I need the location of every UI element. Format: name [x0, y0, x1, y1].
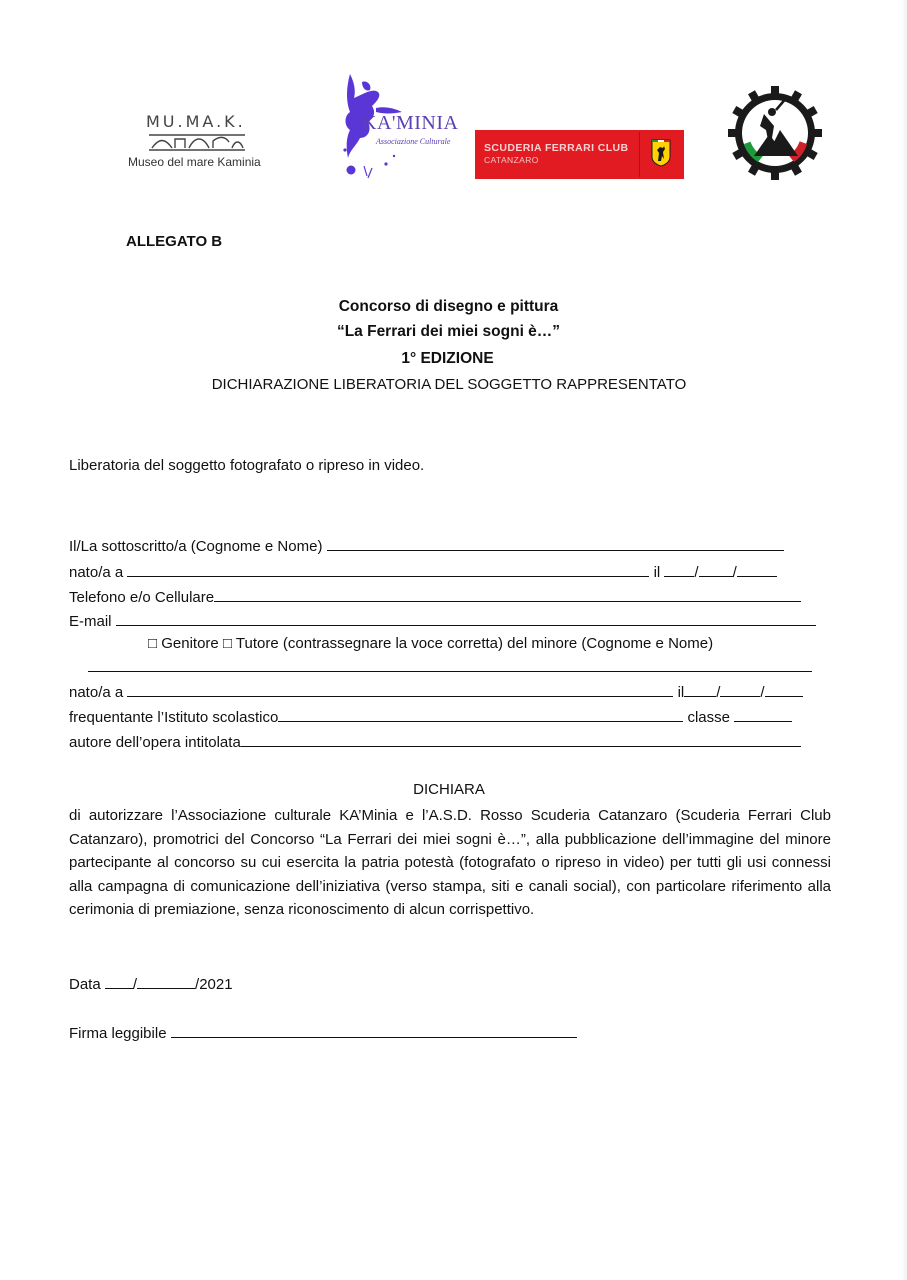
birth-day-field[interactable] — [664, 562, 694, 577]
mumak-logo-title: MU.MA.K. — [146, 112, 246, 131]
email-field[interactable] — [116, 611, 816, 626]
school-field[interactable] — [278, 707, 683, 722]
kaminia-logo — [342, 72, 462, 182]
ferrari-logo-divider — [639, 132, 640, 177]
email-label: E-mail — [69, 613, 112, 630]
date-separator: / — [716, 684, 721, 701]
signature-row — [69, 1023, 577, 1044]
birthplace-field[interactable] — [127, 562, 649, 577]
minor-name-field[interactable] — [88, 657, 812, 672]
minor-birthplace-label: nato/a a — [69, 684, 124, 701]
intro-text: Liberatoria del soggetto fotografato o ripreso in video. — [69, 457, 425, 474]
kaminia-logo-name: KA'MINIA — [362, 112, 459, 134]
signature-label: Firma leggibile — [69, 1025, 167, 1042]
contest-subtitle: “La Ferrari dei miei sogni è…” — [336, 323, 561, 340]
signer-name-field[interactable] — [327, 536, 784, 551]
declares-heading: DICHIARA — [413, 781, 485, 798]
birthplace-row — [69, 562, 777, 583]
date-month-field[interactable] — [137, 974, 195, 989]
school-row — [69, 707, 792, 728]
minor-birth-day-field[interactable] — [684, 682, 716, 697]
declaration-title: DICHIARAZIONE LIBERATORIA DEL SOGGETTO RAPPRESENTATO — [211, 376, 687, 393]
birth-month-field[interactable] — [699, 562, 733, 577]
rosso-scuderia-emblem — [728, 86, 822, 180]
ferrari-club-city: CATANZARO — [484, 155, 539, 165]
declares-paragraph: di autorizzare l’Associazione culturale KA’Minia e l’A.S.D. Rosso Scuderia Catanzaro (Scuderia Ferrari Club Catanzaro), promotrici del Concorso “La Ferrari dei miei sogni è…”, alla pubblicazione dell’immagine del minore partecipante al concorso su cui esercita la patria potestà (fotografato o ripreso in video) per tutti gli usi connessi alla campagna di comunicazione dell’iniziativa (verso stampa, siti e canali social), con particolare riferimento alla cerimonia di premiazione, senza riconoscimento di alcun corrispettivo. — [69, 807, 831, 919]
minor-birthplace-field[interactable] — [127, 682, 673, 697]
edition-label: 1° EDIZIONE — [401, 350, 494, 367]
genitore-label: Genitore — [161, 635, 219, 652]
minor-name-row — [88, 657, 812, 678]
mumak-logo-subtitle: Museo del mare Kaminia — [128, 155, 261, 169]
guardian-note: (contrassegnare la voce corretta) del minore (Cognome e Nome) — [282, 635, 714, 652]
date-row — [69, 974, 233, 995]
minor-birthdate-label: il — [677, 684, 685, 701]
rosso-scuderia-gear-icon — [728, 86, 822, 180]
phone-row — [69, 587, 801, 608]
signature-field[interactable] — [171, 1023, 577, 1038]
date-separator: / — [694, 564, 699, 581]
genitore-checkbox[interactable]: □ — [148, 635, 158, 652]
class-field[interactable] — [734, 707, 792, 722]
work-title-row — [69, 732, 801, 753]
tutore-checkbox[interactable]: □ — [222, 635, 233, 652]
phone-label: Telefono e/o Cellulare — [69, 589, 215, 606]
phone-field[interactable] — [214, 587, 801, 602]
contest-title: Concorso di disegno e pittura — [338, 298, 559, 315]
signer-row — [69, 536, 784, 557]
work-title-label: autore dell’opera intitolata — [69, 734, 241, 751]
date-separator: / — [760, 684, 765, 701]
date-day-field[interactable] — [105, 974, 133, 989]
mumak-logo — [128, 112, 268, 172]
birthplace-label: nato/a a — [69, 564, 124, 581]
ferrari-shield-icon — [651, 139, 671, 167]
date-year: /2021 — [195, 976, 233, 993]
class-label: classe — [687, 709, 730, 726]
minor-birth-month-field[interactable] — [720, 682, 760, 697]
tutore-label: Tutore — [235, 635, 279, 652]
school-label: frequentante l’Istituto scolastico — [69, 709, 279, 726]
scuderia-ferrari-club-logo — [475, 130, 684, 179]
email-row — [69, 611, 816, 632]
ferrari-club-name: SCUDERIA FERRARI CLUB — [484, 142, 629, 154]
allegato-label: ALLEGATO B — [126, 233, 223, 250]
mumak-wave-mark — [147, 132, 247, 152]
date-label: Data — [69, 976, 101, 993]
page-edge-shadow — [901, 0, 907, 1280]
minor-birth-year-field[interactable] — [765, 682, 803, 697]
birth-year-field[interactable] — [737, 562, 777, 577]
signer-label: Il/La sottoscritto/a (Cognome e Nome) — [69, 538, 323, 555]
date-separator: / — [732, 564, 737, 581]
work-title-field[interactable] — [241, 732, 801, 747]
kaminia-logo-subtitle: Associazione Culturale — [376, 137, 451, 146]
birthdate-label: il — [653, 564, 661, 581]
date-separator: / — [132, 976, 138, 993]
minor-birthplace-row — [69, 682, 803, 703]
guardian-row — [148, 634, 713, 654]
